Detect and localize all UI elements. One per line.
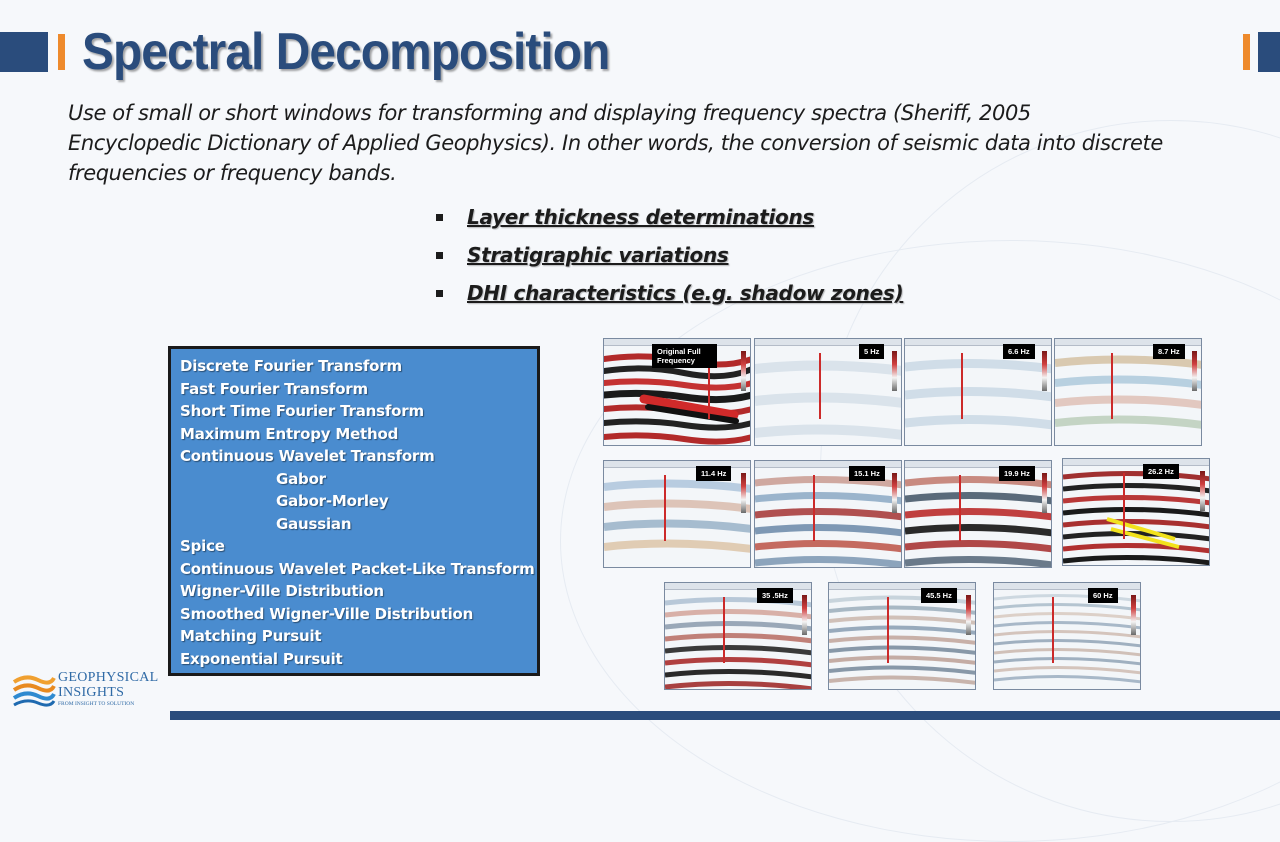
bullet-text: DHI characteristics (e.g. shadow zones) — [467, 281, 904, 305]
frequency-label: 11.4 Hz — [696, 466, 731, 481]
bullet-item — [436, 198, 903, 236]
well-trace — [961, 353, 963, 419]
method-item: Continuous Wavelet Packet-Like Transform — [180, 559, 535, 578]
methods-box — [168, 346, 540, 676]
seismic-panel — [1062, 458, 1210, 566]
well-trace — [723, 597, 725, 663]
method-item: Spice — [180, 537, 225, 555]
footer-bar — [170, 711, 1280, 720]
well-trace — [1123, 473, 1125, 539]
method-item: Short Time Fourier Transform — [180, 402, 424, 420]
method-subitem: Gabor — [276, 469, 326, 488]
frequency-label: Original Full Frequency — [652, 344, 717, 368]
header-left-bar — [0, 32, 48, 72]
method-item: Smoothed Wigner-Ville Distribution — [180, 604, 474, 623]
bullet-item — [436, 236, 903, 274]
method-item: Matching Pursuit — [180, 627, 322, 645]
frequency-label: 5 Hz — [859, 344, 884, 359]
bullet-square-icon — [436, 214, 443, 221]
color-scale — [741, 351, 746, 391]
well-trace — [819, 353, 821, 419]
method-subitem: Gaussian — [276, 514, 352, 533]
logo-line2: INSIGHTS — [58, 685, 125, 700]
method-item: Wigner-Ville Distribution — [180, 582, 384, 600]
bullet-list — [436, 198, 903, 312]
company-logo — [12, 668, 162, 716]
seismic-section-image — [1063, 459, 1210, 566]
color-scale — [966, 595, 971, 635]
logo-line1: GEOPHYSICAL — [58, 670, 159, 685]
method-item: Fast Fourier Transform — [180, 379, 368, 398]
color-scale — [892, 473, 897, 513]
frequency-label: 45.5 Hz — [921, 588, 957, 603]
seismic-section-image — [994, 583, 1141, 690]
header-right-accent — [1243, 34, 1250, 70]
definition-text: Use of small or short windows for transforming and displaying frequency spectra (Sheriff, 2005 Encyclopedic Dictionary of Applied Geophysics). In other words, the conversion of seismic data into discrete frequencies or frequency bands. — [68, 101, 1163, 185]
method-subitem: Gabor-Morley — [276, 492, 389, 510]
method-item: Exponential Pursuit — [180, 649, 343, 668]
seismic-panel-full — [603, 338, 751, 446]
color-scale — [892, 351, 897, 391]
logo-tagline: FROM INSIGHT TO SOLUTION — [58, 701, 135, 707]
color-scale — [802, 595, 807, 635]
well-trace — [1052, 597, 1054, 663]
method-item: Continuous Wavelet Transform — [180, 447, 435, 465]
seismic-panel — [754, 338, 902, 446]
seismic-panel — [904, 338, 1052, 446]
frequency-label: 35 .5Hz — [757, 588, 793, 603]
slide-title: Spectral Decomposition — [82, 23, 610, 81]
color-scale — [1131, 595, 1136, 635]
frequency-label: 8.7 Hz — [1153, 344, 1185, 359]
method-item: Discrete Fourier Transform — [180, 357, 402, 375]
seismic-panel — [754, 460, 902, 568]
color-scale — [1042, 351, 1047, 391]
well-trace — [813, 475, 815, 541]
bullet-square-icon — [436, 252, 443, 259]
seismic-panel — [828, 582, 976, 690]
well-trace — [887, 597, 889, 663]
well-trace — [959, 475, 961, 541]
frequency-label: 15.1 Hz — [849, 466, 885, 481]
header-left-accent — [58, 34, 65, 70]
logo-wave-icon — [12, 672, 56, 708]
well-trace — [664, 475, 666, 541]
method-item: Maximum Entropy Method — [180, 424, 399, 443]
seismic-panel — [664, 582, 812, 690]
header-right-bar — [1258, 32, 1280, 72]
frequency-label: 60 Hz — [1088, 588, 1118, 603]
bullet-item — [436, 274, 903, 312]
color-scale — [1200, 471, 1205, 511]
seismic-panel — [1054, 338, 1202, 446]
bullet-text: Layer thickness determinations — [467, 205, 815, 229]
well-trace — [1111, 353, 1113, 419]
color-scale — [741, 473, 746, 513]
seismic-panel — [993, 582, 1141, 690]
seismic-panel — [904, 460, 1052, 568]
frequency-label: 19.9 Hz — [999, 466, 1035, 481]
bullet-text: Stratigraphic variations — [467, 243, 729, 267]
frequency-label: 6.6 Hz — [1003, 344, 1035, 359]
bullet-square-icon — [436, 290, 443, 297]
frequency-label: 26.2 Hz — [1143, 464, 1179, 479]
seismic-panel — [603, 460, 751, 568]
color-scale — [1042, 473, 1047, 513]
color-scale — [1192, 351, 1197, 391]
